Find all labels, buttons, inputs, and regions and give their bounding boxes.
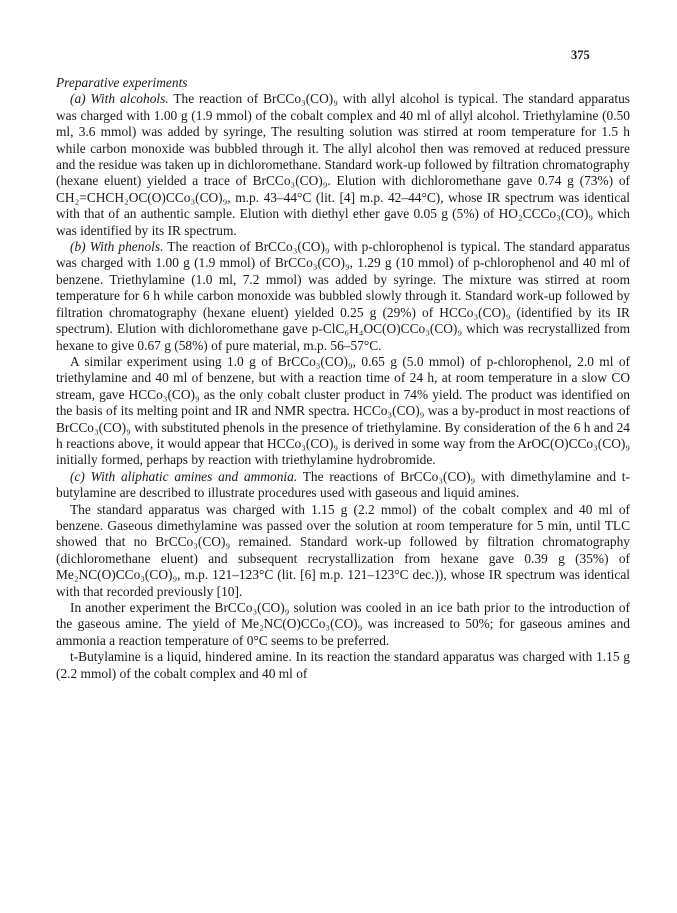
paragraph-phenols-similar: A similar experiment using 1.0 g of BrCCo₃(CO)₉, 0.65 g (5.0 mmol) of p-chlorophenol, 2.0 ml of triethylamine and 40 ml of benzene, but with a reaction time of 24 h, at room temperature in a slow CO stream, gave HCCo₃(CO)₉ as the only cobalt cluster product in 74% yield. The product was identified on the basis of its melting point and IR and NMR spectra. HCCo₃(CO)₉ was a by-product in most reactions of BrCCo₃(CO)₉ with substituted phenols in the presence of triethylamine. By consideration of the 6 h and 24 h reactions above, it would appear that HCCo₃(CO)₉ is derived in some way from the ArOC(O)CCo₃(CO)₉ initially formed, perhaps by reaction with triethylamine hydrobromide. bbox=[56, 353, 630, 468]
article-body bbox=[56, 75, 630, 682]
paragraph-amines-text: The reactions of BrCCo₃(CO)₉ with dimethylamine and t-butylamine are described to illustrate procedures used with gaseous and liquid amines. bbox=[56, 468, 630, 501]
paragraph-dimethylamine: The standard apparatus was charged with 1.15 g (2.2 mmol) of the cobalt complex and 40 ml of benzene. Gaseous dimethylamine was passed over the solution at room temperature for 5 min, until TLC showed that no BrCCo₃(CO)₉ remained. Standard work-up followed by filtration chromatography (dichloromethane eluent) and subsequent recrystallization from hexane gave 0.39 g (35%) of Me₂NC(O)CCo₃(CO)₉, m.p. 121–123°C (lit. [6] m.p. 121–123°C dec.)), whose IR spectrum was identical with that recorded previously [10]. bbox=[56, 501, 630, 599]
subsection-label-alcohols: (a) With alcohols. bbox=[70, 91, 169, 107]
page-number: 375 bbox=[571, 48, 590, 62]
paragraph-alcohols-text: The reaction of BrCCo₃(CO)₉ with allyl alcohol is typical. The standard apparatus was charged with 1.00 g (1.9 mmol) of the cobalt complex and 40 ml of allyl alcohol. Triethylamine (0.50 ml, 3.6 mmol) was added by syringe, The resulting solution was stirred at room temperature for 1.5 h while carbon monoxide was bubbled through it. The allyl alcohol then was removed at reduced pressure and the residue was taken up in dichloromethane. Standard work-up followed by filtration chromatography (hexane eluent) yielded a trace of BrCCo₃(CO)₉. Elution with dichloromethane gave 0.74 g (73%) of CH₂=CHCH₂OC(O)CCo₃(CO)₉, m.p. 43–44°C (lit. [4] m.p. 42–44°C), whose IR spectrum was identical with that of an authentic sample. Elution with diethyl ether gave 0.05 g (5%) of HO₂CCCo₃(CO)₉ which was identified by its IR spectrum. bbox=[56, 91, 630, 238]
paragraph-t-butylamine: t-Butylamine is a liquid, hindered amine. In its reaction the standard apparatus was charged with 1.15 g (2.2 mmol) of the cobalt complex and 40 ml of bbox=[56, 649, 630, 681]
subsection-label-phenols: (b) With phenols. bbox=[70, 239, 164, 255]
paragraph-alcohols bbox=[56, 91, 630, 239]
paragraph-phenols bbox=[56, 239, 630, 354]
paragraph-amines bbox=[56, 469, 630, 502]
section-heading: Preparative experiments bbox=[56, 75, 188, 90]
paragraph-ice-bath: In another experiment the BrCCo₃(CO)₉ solution was cooled in an ice bath prior to the introduction of the gaseous amine. The yield of Me₂NC(O)CCo₃(CO)₉ was increased to 50%; for gaseous amines and ammonia a reaction temperature of 0°C seems to be preferred. bbox=[56, 600, 630, 648]
subsection-label-amines: (c) With aliphatic amines and ammonia. bbox=[70, 468, 298, 484]
paragraph-phenols-text: The reaction of BrCCo₃(CO)₉ with p-chlorophenol is typical. The standard apparatus was charged with 1.00 g (1.9 mmol) of BrCCo₃(CO)₉, 1.29 g (10 mmol) of p-chlorophenol and 40 ml of benzene. Triethylamine (1.0 ml, 7.2 mmol) was added by syringe. The mixture was stirred at room temperature for 6 h while carbon monoxide was bubbled slowly through it. Standard work-up followed by filtration chromatography (hexane eluent) yielded 0.25 g (29%) of HCCo₃(CO)₉ (identified by its IR spectrum). Elution with dichloromethane gave p-ClC₆H₄OC(O)CCo₃(CO)₉ which was recrystallized from hexane to give 0.67 g (58%) of pure material, m.p. 56–57°C. bbox=[56, 239, 630, 353]
